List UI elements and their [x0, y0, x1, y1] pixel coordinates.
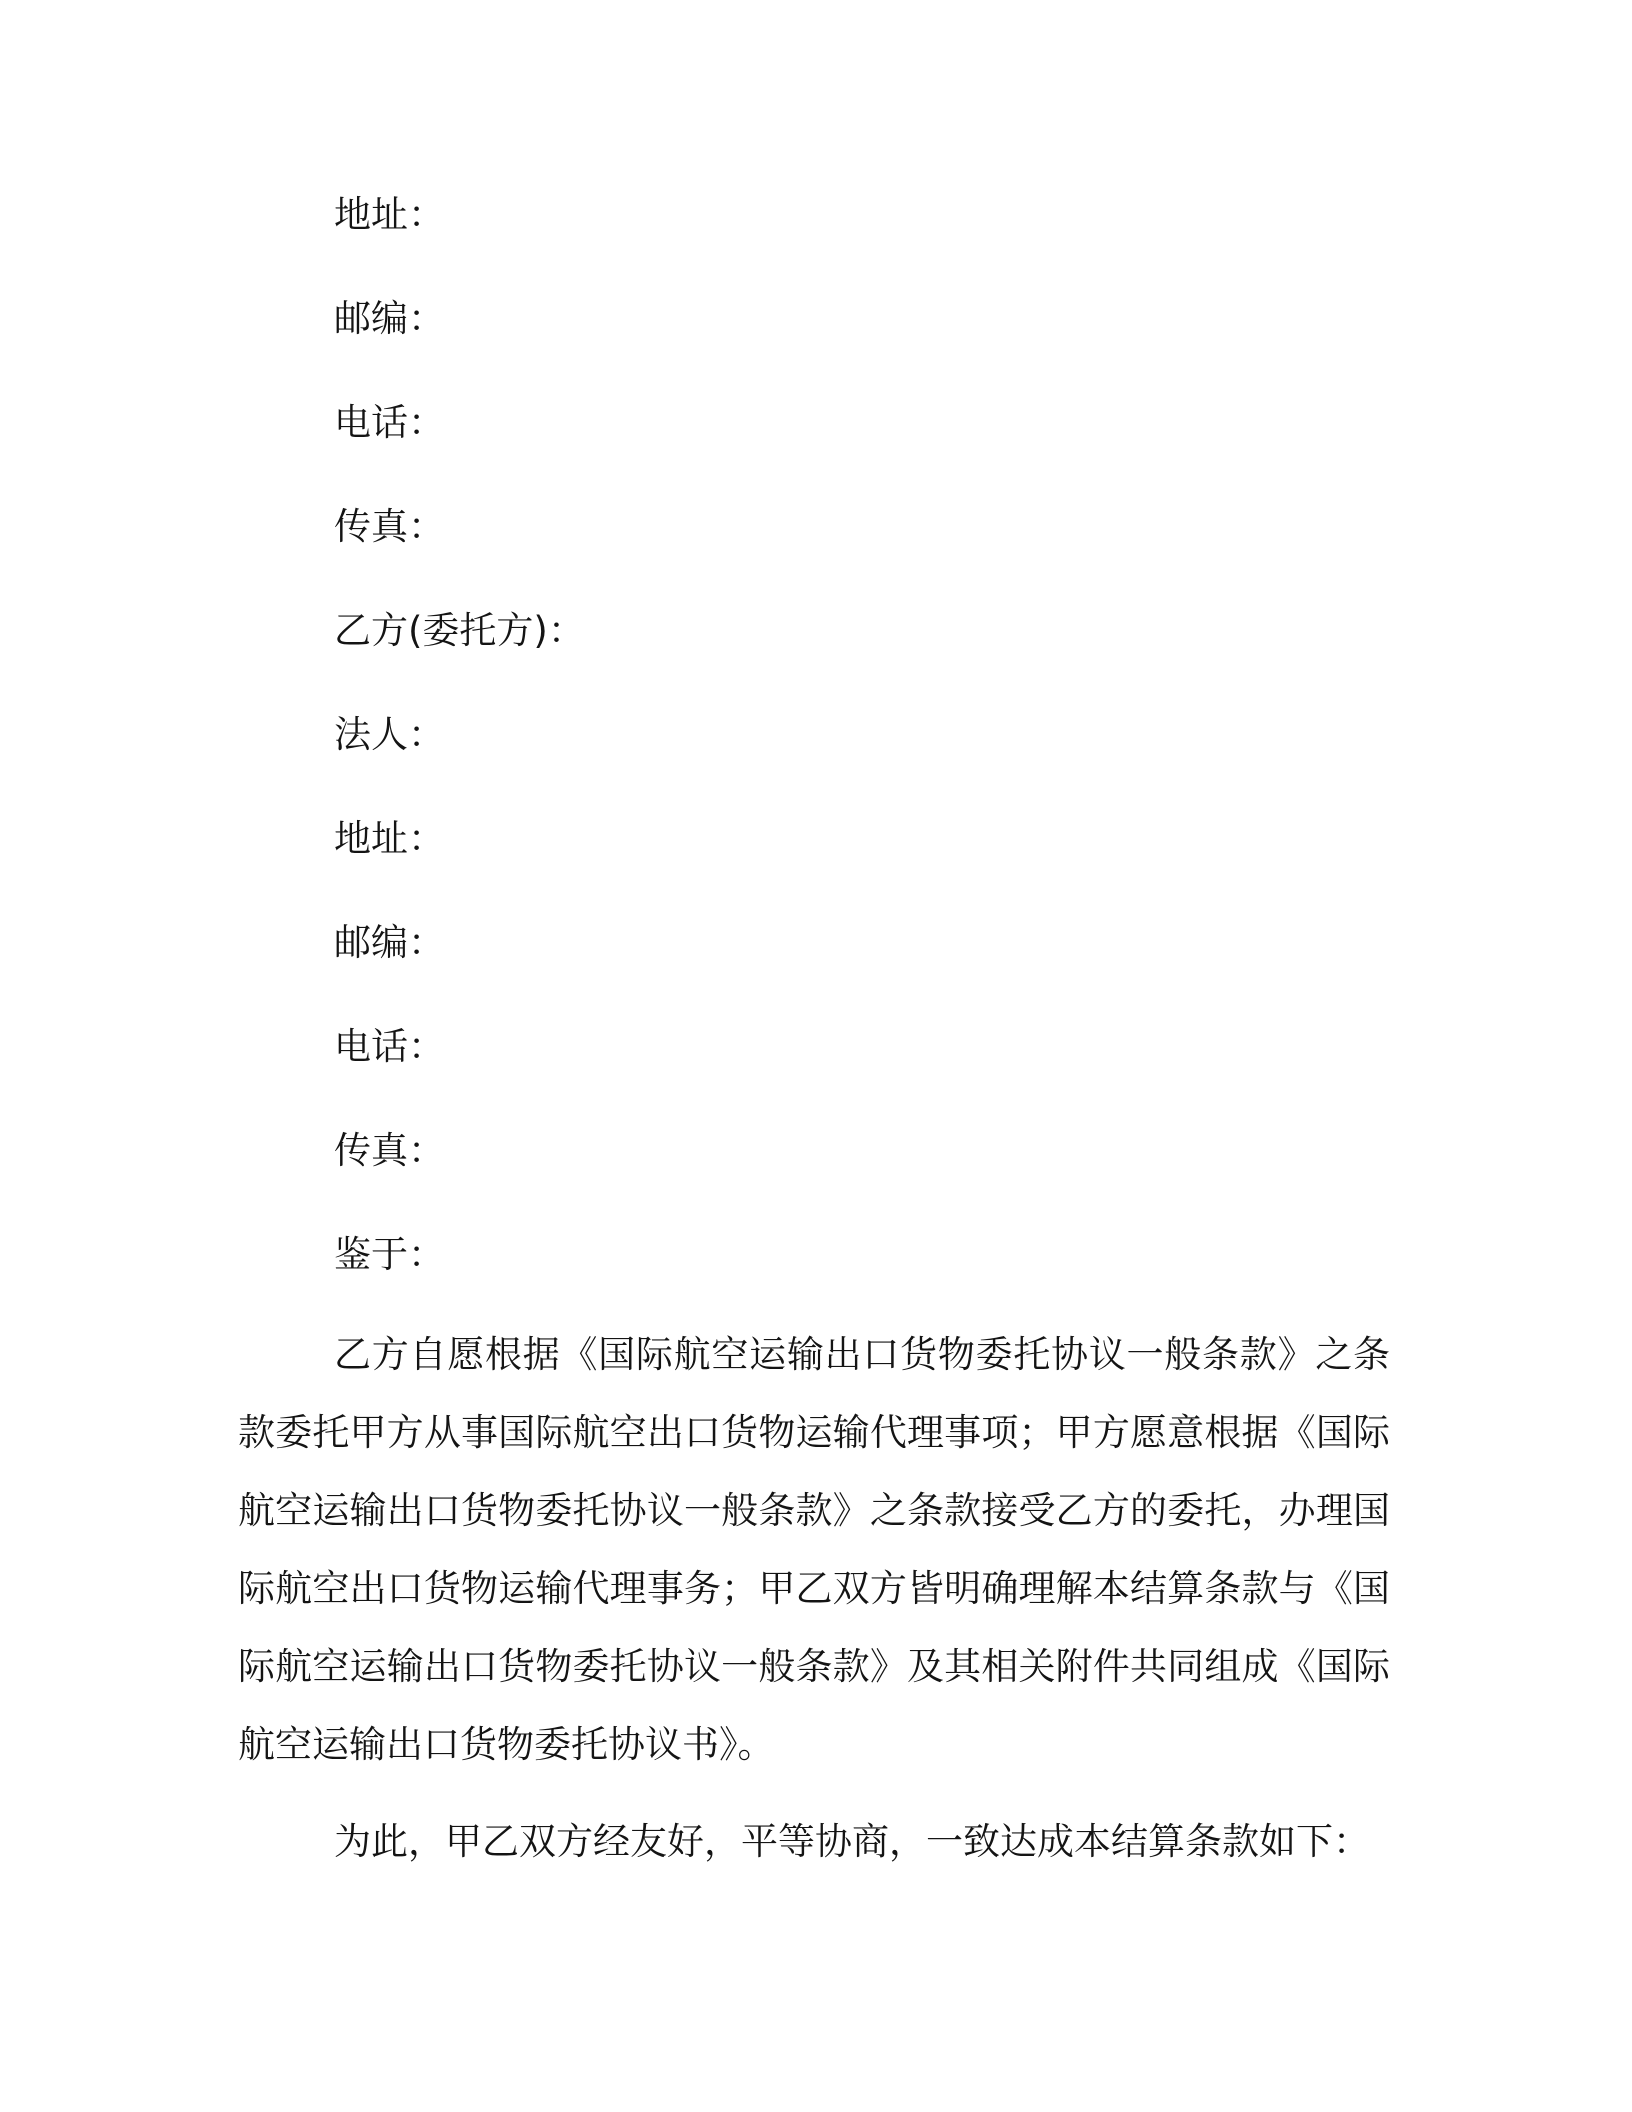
party-b-phone-label: 电话：	[334, 1025, 445, 1068]
party-a-postcode-label: 邮编：	[334, 297, 445, 340]
whereas-label: 鉴于：	[334, 1233, 445, 1276]
party-b-legal-person-label: 法人：	[334, 713, 445, 756]
party-b-address-label: 地址：	[334, 817, 445, 860]
whereas-paragraph: 乙方自愿根据《国际航空运输出口货物委托协议一般条款》之条款委托甲方从事国际航空出口货物运输代理事项；甲方愿意根据《国际航空运输出口货物委托协议一般条款》之条款接受乙方的委托，办理国际航空出口货物运输代理事务；甲乙双方皆明确理解本结算条款与《国际航空运输出口货物委托协议一般条款》及其相关附件共同组成《国际航空运输出口货物委托协议书》。	[238, 1333, 1390, 1766]
party-a-address-label: 地址：	[334, 193, 445, 236]
party-b-fax-label: 传真：	[334, 1129, 445, 1172]
party-b-heading: 乙方(委托方)：	[334, 609, 585, 652]
agreement-intro-paragraph: 为此，甲乙双方经友好，平等协商，一致达成本结算条款如下：	[334, 1820, 1370, 1863]
party-b-postcode-label: 邮编：	[334, 921, 445, 964]
party-a-fax-label: 传真：	[334, 505, 445, 548]
party-a-phone-label: 电话：	[334, 401, 445, 444]
